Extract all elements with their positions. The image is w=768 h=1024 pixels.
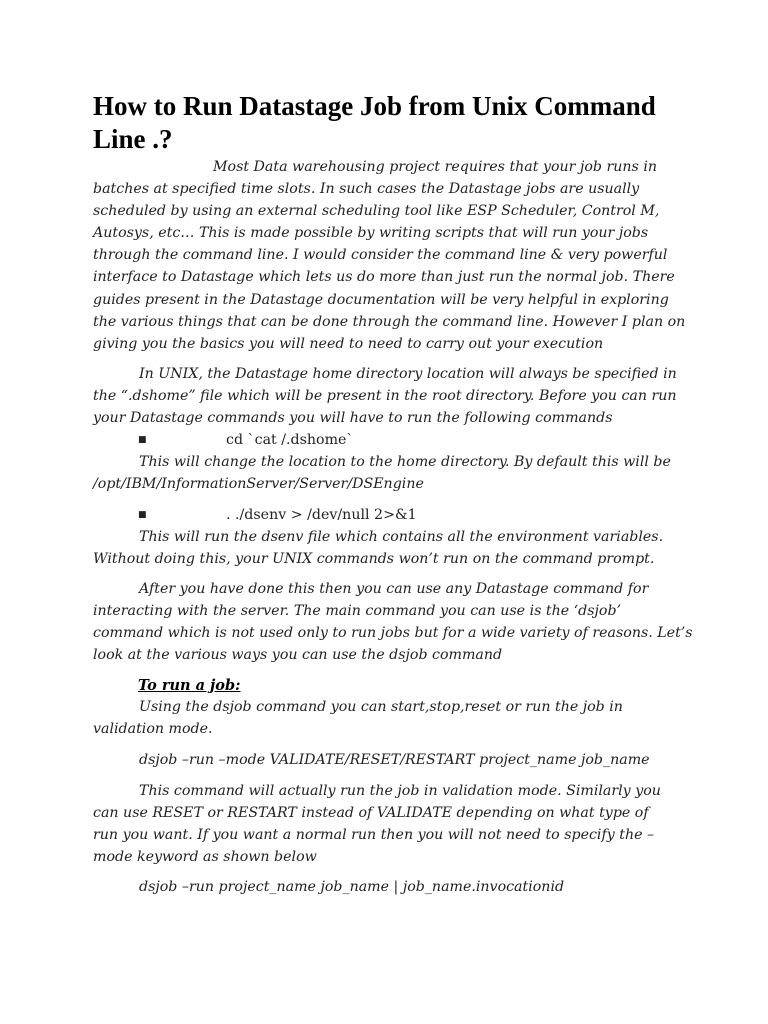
paragraph-dsjob-intro: After you have done this then you can use any Datastage command for interacting with the server. The main command you can use is the ‘dsjob’ command which is not used only to run jobs but for a wide variety of reasons. Let’s look at the various ways you can use the dsjob command: [93, 581, 693, 663]
dsenv-command-text: . ./dsenv > /dev/null 2>&1: [226, 507, 417, 523]
paragraph-using-dsjob: Using the dsjob command you can start,stop,reset or run the job in validation mode.: [93, 699, 623, 737]
bullet-dsenv-command: [138, 504, 698, 526]
paragraph-unix-home: In UNIX, the Datastage home directory location will always be specified in the “.dshome” file which will be present in the root directory. Before you can run your Datastage commands you will have to run the following commands: [93, 366, 677, 426]
run-command: dsjob –run project_name job_name | job_name.invocationid: [139, 879, 565, 895]
cd-command-text: cd `cat /.dshome`: [226, 432, 354, 448]
page-title: How to Run Datastage Job from Unix Command Line .?: [93, 91, 656, 154]
bullet-cd-command: [138, 429, 698, 451]
paragraph-intro: Most Data warehousing project requires that your job runs in batches at specified time slots. In such cases the Datastage jobs are usually scheduled by using an external scheduling tool like ESP Scheduler, Control M, Autosys, etc… This is made possible by writing scripts that will run your jobs through the command line. I would consider the command line & very powerful interface to Datastage which lets us do more than just run the normal job. There guides present in the Datastage documentation will be very helpful in exploring the various things that can be done through the command line. However I plan on giving you the basics you will need to need to carry out your execution: [93, 159, 686, 352]
paragraph-dsenv-description: This will run the dsenv file which contains all the environment variables. Without doing this, your UNIX commands won’t run on the command prompt.: [93, 529, 664, 567]
paragraph-validate-description: This command will actually run the job in validation mode. Similarly you can use RESET or RESTART instead of VALIDATE depending on what type of run you want. If you want a normal run then you will not need to specify the –mode keyword as shown below: [93, 783, 661, 865]
paragraph-cd-description: This will change the location to the home directory. By default this will be /opt/IBM/InformationServer/Server/DSEngine: [93, 454, 671, 492]
bullet-marker: ■: [138, 510, 147, 520]
bullet-marker: ■: [138, 435, 147, 445]
validate-command: dsjob –run –mode VALIDATE/RESET/RESTART project_name job_name: [139, 752, 650, 768]
section-heading-run-job: To run a job:: [138, 677, 241, 694]
